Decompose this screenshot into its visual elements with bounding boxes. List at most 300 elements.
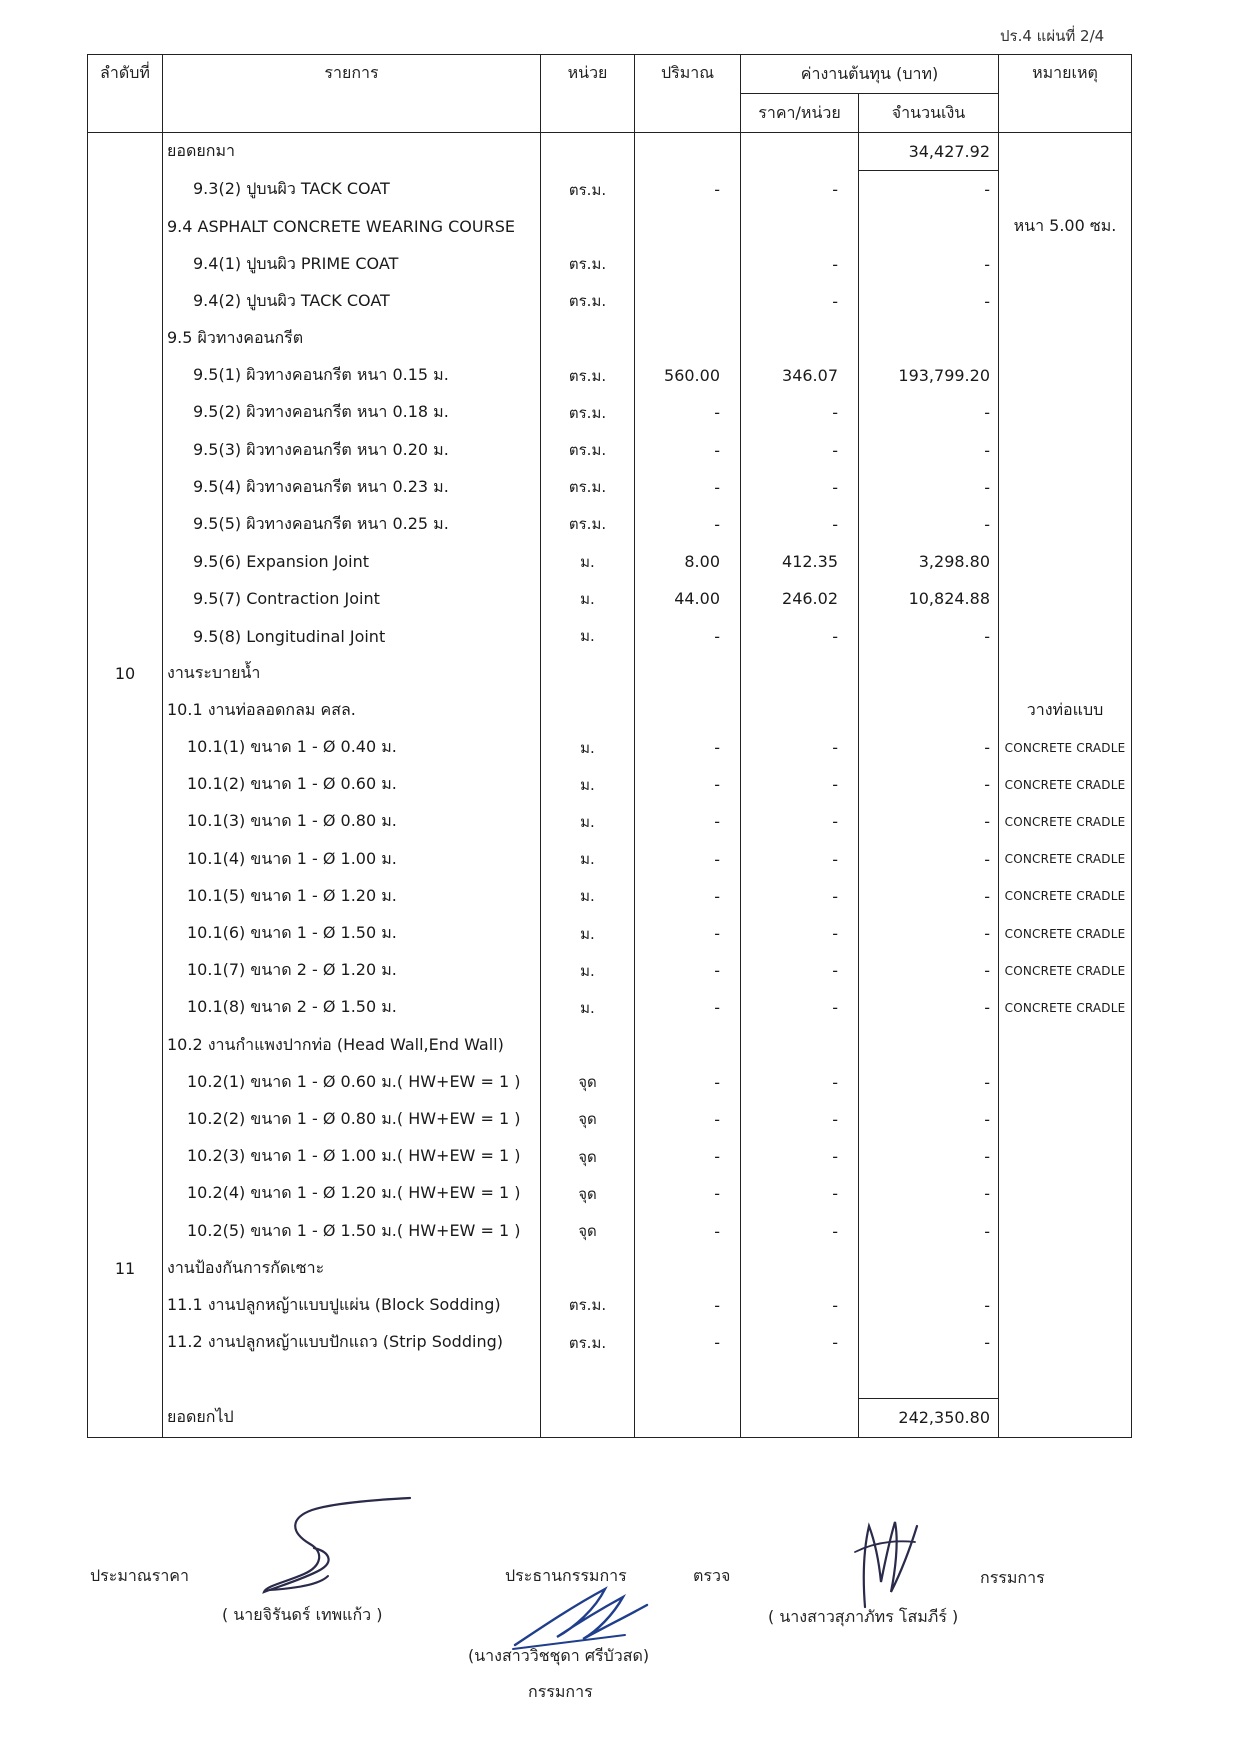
item-unit-price bbox=[741, 692, 859, 729]
item-unit: ตร.ม. bbox=[541, 394, 635, 431]
header-amount: จำนวนเงิน bbox=[859, 94, 999, 133]
item-unit-price: - bbox=[741, 989, 859, 1026]
item-unit: ม. bbox=[541, 952, 635, 989]
item-unit: ม. bbox=[541, 803, 635, 840]
item-remark bbox=[999, 1138, 1132, 1175]
item-unit bbox=[541, 320, 635, 357]
item-quantity: - bbox=[635, 878, 741, 915]
item-quantity bbox=[635, 1027, 741, 1064]
item-quantity: 560.00 bbox=[635, 357, 741, 394]
item-unit: ม. bbox=[541, 729, 635, 766]
item-amount bbox=[859, 320, 999, 357]
item-remark bbox=[999, 1064, 1132, 1101]
carried-forward-amount: 242,350.80 bbox=[859, 1399, 999, 1437]
table-row bbox=[88, 432, 1132, 469]
header-no: ลำดับที่ bbox=[88, 55, 163, 133]
item-unit-price: - bbox=[741, 1138, 859, 1175]
item-number bbox=[88, 989, 163, 1026]
item-unit-price: - bbox=[741, 841, 859, 878]
item-amount: - bbox=[859, 617, 999, 654]
item-amount: - bbox=[859, 766, 999, 803]
item-unit-price: - bbox=[741, 878, 859, 915]
item-quantity bbox=[635, 692, 741, 729]
empty-cell bbox=[859, 1361, 999, 1399]
item-quantity: - bbox=[635, 617, 741, 654]
item-description: 10.2(1) ขนาด 1 - Ø 0.60 ม.( HW+EW = 1 ) bbox=[163, 1064, 541, 1101]
item-amount: - bbox=[859, 803, 999, 840]
table-row bbox=[88, 692, 1132, 729]
carried-forward-label: ยอดยกไป bbox=[163, 1399, 541, 1437]
item-quantity: - bbox=[635, 506, 741, 543]
item-number bbox=[88, 469, 163, 506]
item-number bbox=[88, 1064, 163, 1101]
item-unit: ตร.ม. bbox=[541, 506, 635, 543]
cell-qty bbox=[635, 133, 741, 171]
table-row bbox=[88, 283, 1132, 320]
item-remark bbox=[999, 357, 1132, 394]
item-amount: - bbox=[859, 989, 999, 1026]
table-row bbox=[88, 952, 1132, 989]
check-label: ตรวจ bbox=[693, 1566, 731, 1585]
item-number bbox=[88, 580, 163, 617]
cell-no bbox=[88, 1399, 163, 1437]
item-number bbox=[88, 283, 163, 320]
item-unit: ม. bbox=[541, 915, 635, 952]
table-row bbox=[88, 580, 1132, 617]
item-quantity: - bbox=[635, 469, 741, 506]
item-unit: ตร.ม. bbox=[541, 246, 635, 283]
item-remark: CONCRETE CRADLE bbox=[999, 729, 1132, 766]
table-row bbox=[88, 1138, 1132, 1175]
item-remark bbox=[999, 469, 1132, 506]
item-amount: - bbox=[859, 171, 999, 209]
item-number bbox=[88, 841, 163, 878]
empty-cell bbox=[741, 1361, 859, 1399]
item-amount: - bbox=[859, 1101, 999, 1138]
table-row bbox=[88, 766, 1132, 803]
item-unit-price: - bbox=[741, 1101, 859, 1138]
item-unit-price: 246.02 bbox=[741, 580, 859, 617]
item-unit-price: - bbox=[741, 803, 859, 840]
item-unit-price: - bbox=[741, 432, 859, 469]
cell-qty bbox=[635, 1399, 741, 1437]
item-remark bbox=[999, 1101, 1132, 1138]
item-quantity: 8.00 bbox=[635, 543, 741, 580]
member-signature-icon bbox=[845, 1512, 925, 1612]
empty-cell bbox=[163, 1361, 541, 1399]
table-row bbox=[88, 729, 1132, 766]
item-unit-price bbox=[741, 320, 859, 357]
cell-price bbox=[741, 133, 859, 171]
item-description: 10.1(2) ขนาด 1 - Ø 0.60 ม. bbox=[163, 766, 541, 803]
item-number bbox=[88, 208, 163, 245]
item-unit-price: - bbox=[741, 171, 859, 209]
item-amount: - bbox=[859, 1324, 999, 1361]
item-remark bbox=[999, 283, 1132, 320]
table-row bbox=[88, 1287, 1132, 1324]
item-unit: ม. bbox=[541, 878, 635, 915]
item-remark bbox=[999, 506, 1132, 543]
item-quantity: - bbox=[635, 989, 741, 1026]
item-remark bbox=[999, 171, 1132, 209]
item-quantity: - bbox=[635, 729, 741, 766]
item-quantity: - bbox=[635, 432, 741, 469]
item-quantity: - bbox=[635, 1287, 741, 1324]
table-row bbox=[88, 171, 1132, 209]
item-description: งานป้องกันการกัดเซาะ bbox=[163, 1250, 541, 1287]
item-number bbox=[88, 506, 163, 543]
table-row bbox=[88, 841, 1132, 878]
item-unit bbox=[541, 692, 635, 729]
header-item: รายการ bbox=[163, 55, 541, 133]
item-remark: หนา 5.00 ซม. bbox=[999, 208, 1132, 245]
table-row bbox=[88, 208, 1132, 245]
item-unit: จุด bbox=[541, 1064, 635, 1101]
item-unit: ตร.ม. bbox=[541, 469, 635, 506]
item-number bbox=[88, 357, 163, 394]
item-amount: - bbox=[859, 506, 999, 543]
estimator-label: ประมาณราคา bbox=[90, 1566, 189, 1585]
item-quantity: - bbox=[635, 841, 741, 878]
table-row bbox=[88, 357, 1132, 394]
item-number bbox=[88, 1027, 163, 1064]
item-quantity: - bbox=[635, 766, 741, 803]
item-description: 10.2(5) ขนาด 1 - Ø 1.50 ม.( HW+EW = 1 ) bbox=[163, 1212, 541, 1249]
item-quantity: - bbox=[635, 1175, 741, 1212]
item-unit: ตร.ม. bbox=[541, 171, 635, 209]
item-description: 9.5(1) ผิวทางคอนกรีต หนา 0.15 ม. bbox=[163, 357, 541, 394]
item-remark: CONCRETE CRADLE bbox=[999, 952, 1132, 989]
table-row bbox=[88, 1324, 1132, 1361]
item-description: 10.2(4) ขนาด 1 - Ø 1.20 ม.( HW+EW = 1 ) bbox=[163, 1175, 541, 1212]
item-amount: - bbox=[859, 1175, 999, 1212]
item-remark bbox=[999, 432, 1132, 469]
item-description: 10.1(8) ขนาด 2 - Ø 1.50 ม. bbox=[163, 989, 541, 1026]
item-description: 10.2(2) ขนาด 1 - Ø 0.80 ม.( HW+EW = 1 ) bbox=[163, 1101, 541, 1138]
table-row bbox=[88, 1027, 1132, 1064]
brought-forward-row bbox=[88, 133, 1132, 171]
item-number bbox=[88, 729, 163, 766]
item-remark bbox=[999, 543, 1132, 580]
item-remark: CONCRETE CRADLE bbox=[999, 878, 1132, 915]
item-quantity: - bbox=[635, 394, 741, 431]
header-quantity: ปริมาณ bbox=[635, 55, 741, 133]
item-quantity bbox=[635, 320, 741, 357]
item-quantity: - bbox=[635, 915, 741, 952]
chair-name: (นางสาววิชชุดา ศรีบัวสด) bbox=[468, 1646, 650, 1665]
item-number bbox=[88, 692, 163, 729]
item-unit bbox=[541, 655, 635, 692]
item-unit: ตร.ม. bbox=[541, 1287, 635, 1324]
item-remark: CONCRETE CRADLE bbox=[999, 766, 1132, 803]
item-description: 11.2 งานปลูกหญ้าแบบปักแถว (Strip Sodding) bbox=[163, 1324, 541, 1361]
item-amount: 10,824.88 bbox=[859, 580, 999, 617]
item-remark bbox=[999, 617, 1132, 654]
table-header bbox=[88, 55, 1132, 133]
table-row bbox=[88, 1175, 1132, 1212]
item-description: 9.5(5) ผิวทางคอนกรีต หนา 0.25 ม. bbox=[163, 506, 541, 543]
item-remark: CONCRETE CRADLE bbox=[999, 915, 1132, 952]
item-amount: - bbox=[859, 1287, 999, 1324]
item-remark bbox=[999, 1175, 1132, 1212]
item-description: 9.5 ผิวทางคอนกรีต bbox=[163, 320, 541, 357]
header-remark: หมายเหตุ bbox=[999, 55, 1132, 133]
item-amount: - bbox=[859, 729, 999, 766]
cell-remark bbox=[999, 133, 1132, 171]
item-unit: ม. bbox=[541, 617, 635, 654]
item-description: 10.1(1) ขนาด 1 - Ø 0.40 ม. bbox=[163, 729, 541, 766]
item-description: งานระบายน้ำ bbox=[163, 655, 541, 692]
item-number bbox=[88, 878, 163, 915]
table-row bbox=[88, 543, 1132, 580]
item-number bbox=[88, 543, 163, 580]
item-description: 9.3(2) ปูบนผิว TACK COAT bbox=[163, 171, 541, 209]
item-unit-price: - bbox=[741, 506, 859, 543]
item-unit: ตร.ม. bbox=[541, 283, 635, 320]
item-description: 10.1(7) ขนาด 2 - Ø 1.20 ม. bbox=[163, 952, 541, 989]
item-number bbox=[88, 394, 163, 431]
item-description: 9.5(2) ผิวทางคอนกรีต หนา 0.18 ม. bbox=[163, 394, 541, 431]
item-unit: จุด bbox=[541, 1175, 635, 1212]
item-amount bbox=[859, 208, 999, 245]
table-row bbox=[88, 1064, 1132, 1101]
item-description: 9.5(8) Longitudinal Joint bbox=[163, 617, 541, 654]
item-remark bbox=[999, 655, 1132, 692]
item-number bbox=[88, 952, 163, 989]
item-amount: - bbox=[859, 394, 999, 431]
item-unit-price: 412.35 bbox=[741, 543, 859, 580]
item-number bbox=[88, 766, 163, 803]
item-unit-price bbox=[741, 1027, 859, 1064]
item-remark bbox=[999, 394, 1132, 431]
estimator-name: ( นายจิรันดร์ เทพแก้ว ) bbox=[222, 1605, 383, 1624]
item-quantity: 44.00 bbox=[635, 580, 741, 617]
item-amount: - bbox=[859, 283, 999, 320]
item-amount: 3,298.80 bbox=[859, 543, 999, 580]
item-unit-price: - bbox=[741, 1175, 859, 1212]
table-row bbox=[88, 1250, 1132, 1287]
table-row bbox=[88, 506, 1132, 543]
item-quantity: - bbox=[635, 1212, 741, 1249]
item-description: 10.2 งานกำแพงปากท่อ (Head Wall,End Wall) bbox=[163, 1027, 541, 1064]
item-description: 10.1(4) ขนาด 1 - Ø 1.00 ม. bbox=[163, 841, 541, 878]
item-description: 10.1(6) ขนาด 1 - Ø 1.50 ม. bbox=[163, 915, 541, 952]
table-row bbox=[88, 394, 1132, 431]
item-number bbox=[88, 915, 163, 952]
brought-forward-label: ยอดยกมา bbox=[163, 133, 541, 171]
table-row bbox=[88, 320, 1132, 357]
cell-price bbox=[741, 1399, 859, 1437]
item-unit-price: - bbox=[741, 617, 859, 654]
item-unit-price bbox=[741, 655, 859, 692]
item-number bbox=[88, 1324, 163, 1361]
item-quantity bbox=[635, 208, 741, 245]
table-row bbox=[88, 803, 1132, 840]
item-unit-price: - bbox=[741, 469, 859, 506]
chair-label: ประธานกรรมการ bbox=[505, 1566, 627, 1585]
item-number bbox=[88, 171, 163, 209]
item-unit: จุด bbox=[541, 1101, 635, 1138]
item-amount: - bbox=[859, 915, 999, 952]
item-amount: 193,799.20 bbox=[859, 357, 999, 394]
table-row bbox=[88, 989, 1132, 1026]
item-description: 9.5(6) Expansion Joint bbox=[163, 543, 541, 580]
item-amount bbox=[859, 1250, 999, 1287]
item-remark bbox=[999, 1212, 1132, 1249]
item-unit bbox=[541, 1250, 635, 1287]
item-unit: ม. bbox=[541, 841, 635, 878]
item-amount: - bbox=[859, 841, 999, 878]
table-row bbox=[88, 617, 1132, 654]
empty-cell bbox=[999, 1361, 1132, 1399]
table-row bbox=[88, 1212, 1132, 1249]
spacer-row bbox=[88, 1361, 1132, 1399]
item-unit-price bbox=[741, 208, 859, 245]
item-quantity: - bbox=[635, 1324, 741, 1361]
estimator-signature-icon bbox=[250, 1490, 430, 1600]
item-remark: CONCRETE CRADLE bbox=[999, 841, 1132, 878]
item-quantity bbox=[635, 246, 741, 283]
item-number bbox=[88, 1138, 163, 1175]
item-amount: - bbox=[859, 469, 999, 506]
table-row bbox=[88, 469, 1132, 506]
item-remark bbox=[999, 1250, 1132, 1287]
item-unit-price: - bbox=[741, 915, 859, 952]
item-remark bbox=[999, 1324, 1132, 1361]
item-unit-price bbox=[741, 1250, 859, 1287]
item-unit-price: - bbox=[741, 766, 859, 803]
item-description: 10.2(3) ขนาด 1 - Ø 1.00 ม.( HW+EW = 1 ) bbox=[163, 1138, 541, 1175]
item-quantity bbox=[635, 655, 741, 692]
item-description: 9.5(3) ผิวทางคอนกรีต หนา 0.20 ม. bbox=[163, 432, 541, 469]
item-remark bbox=[999, 1287, 1132, 1324]
item-unit: ม. bbox=[541, 580, 635, 617]
item-number bbox=[88, 1101, 163, 1138]
item-unit-price: - bbox=[741, 729, 859, 766]
item-number bbox=[88, 1212, 163, 1249]
item-quantity bbox=[635, 283, 741, 320]
item-amount: - bbox=[859, 1212, 999, 1249]
item-unit-price: - bbox=[741, 283, 859, 320]
empty-cell bbox=[541, 1361, 635, 1399]
item-amount: - bbox=[859, 1138, 999, 1175]
item-quantity: - bbox=[635, 1064, 741, 1101]
item-quantity bbox=[635, 1250, 741, 1287]
header-unit-price: ราคา/หน่วย bbox=[741, 94, 859, 133]
item-amount bbox=[859, 692, 999, 729]
table-row bbox=[88, 915, 1132, 952]
cell-remark bbox=[999, 1399, 1132, 1437]
item-number: 10 bbox=[88, 655, 163, 692]
item-unit-price: - bbox=[741, 1212, 859, 1249]
member-name: ( นางสาวสุภาภัทร โสมภีร์ ) bbox=[768, 1607, 959, 1626]
table-row bbox=[88, 1101, 1132, 1138]
item-amount: - bbox=[859, 878, 999, 915]
item-description: 10.1 งานท่อลอดกลม คสล. bbox=[163, 692, 541, 729]
header-cost: ค่างานต้นทุน (บาท) bbox=[741, 55, 999, 94]
item-quantity: - bbox=[635, 952, 741, 989]
empty-cell bbox=[88, 1361, 163, 1399]
item-remark bbox=[999, 1027, 1132, 1064]
empty-cell bbox=[635, 1361, 741, 1399]
item-unit: ม. bbox=[541, 766, 635, 803]
page-reference: ปร.4 แผ่นที่ 2/4 bbox=[1000, 27, 1105, 45]
item-number bbox=[88, 1287, 163, 1324]
item-remark bbox=[999, 246, 1132, 283]
table-body bbox=[88, 133, 1132, 1438]
item-number bbox=[88, 432, 163, 469]
carried-forward-row bbox=[88, 1399, 1132, 1437]
item-unit-price: - bbox=[741, 1287, 859, 1324]
cell-no bbox=[88, 133, 163, 171]
item-amount bbox=[859, 1027, 999, 1064]
item-remark: CONCRETE CRADLE bbox=[999, 989, 1132, 1026]
item-description: 9.4 ASPHALT CONCRETE WEARING COURSE bbox=[163, 208, 541, 245]
table-row bbox=[88, 655, 1132, 692]
table-row bbox=[88, 878, 1132, 915]
item-description: 9.5(7) Contraction Joint bbox=[163, 580, 541, 617]
item-quantity: - bbox=[635, 1138, 741, 1175]
item-number bbox=[88, 320, 163, 357]
item-unit-price: - bbox=[741, 1324, 859, 1361]
item-description: 9.5(4) ผิวทางคอนกรีต หนา 0.23 ม. bbox=[163, 469, 541, 506]
item-unit bbox=[541, 208, 635, 245]
item-number bbox=[88, 617, 163, 654]
item-number bbox=[88, 1175, 163, 1212]
header-unit: หน่วย bbox=[541, 55, 635, 133]
item-unit: ตร.ม. bbox=[541, 357, 635, 394]
cell-unit bbox=[541, 133, 635, 171]
cost-estimate-table bbox=[87, 54, 1132, 1438]
item-unit-price: - bbox=[741, 952, 859, 989]
item-description: 9.4(1) ปูบนผิว PRIME COAT bbox=[163, 246, 541, 283]
item-amount: - bbox=[859, 1064, 999, 1101]
item-unit-price: 346.07 bbox=[741, 357, 859, 394]
item-number bbox=[88, 246, 163, 283]
item-unit-price: - bbox=[741, 394, 859, 431]
item-amount bbox=[859, 655, 999, 692]
member-label: กรรมการ bbox=[980, 1568, 1045, 1587]
cell-unit bbox=[541, 1399, 635, 1437]
brought-forward-amount: 34,427.92 bbox=[859, 133, 999, 171]
item-unit-price: - bbox=[741, 246, 859, 283]
item-description: 11.1 งานปลูกหญ้าแบบปูแผ่น (Block Sodding) bbox=[163, 1287, 541, 1324]
item-remark: CONCRETE CRADLE bbox=[999, 803, 1132, 840]
item-number bbox=[88, 803, 163, 840]
item-description: 10.1(3) ขนาด 1 - Ø 0.80 ม. bbox=[163, 803, 541, 840]
item-unit-price: - bbox=[741, 1064, 859, 1101]
item-unit bbox=[541, 1027, 635, 1064]
item-number: 11 bbox=[88, 1250, 163, 1287]
item-amount: - bbox=[859, 432, 999, 469]
item-unit: ตร.ม. bbox=[541, 432, 635, 469]
item-unit: จุด bbox=[541, 1212, 635, 1249]
chair-signature-icon bbox=[505, 1575, 655, 1655]
item-remark bbox=[999, 320, 1132, 357]
item-description: 9.4(2) ปูบนผิว TACK COAT bbox=[163, 283, 541, 320]
item-quantity: - bbox=[635, 803, 741, 840]
item-quantity: - bbox=[635, 1101, 741, 1138]
item-unit: จุด bbox=[541, 1138, 635, 1175]
item-description: 10.1(5) ขนาด 1 - Ø 1.20 ม. bbox=[163, 878, 541, 915]
item-remark bbox=[999, 580, 1132, 617]
item-remark: วางท่อแบบ bbox=[999, 692, 1132, 729]
item-unit: ตร.ม. bbox=[541, 1324, 635, 1361]
cost-estimate-table-wrapper bbox=[87, 54, 1131, 1520]
item-unit: ม. bbox=[541, 543, 635, 580]
item-amount: - bbox=[859, 246, 999, 283]
item-amount: - bbox=[859, 952, 999, 989]
